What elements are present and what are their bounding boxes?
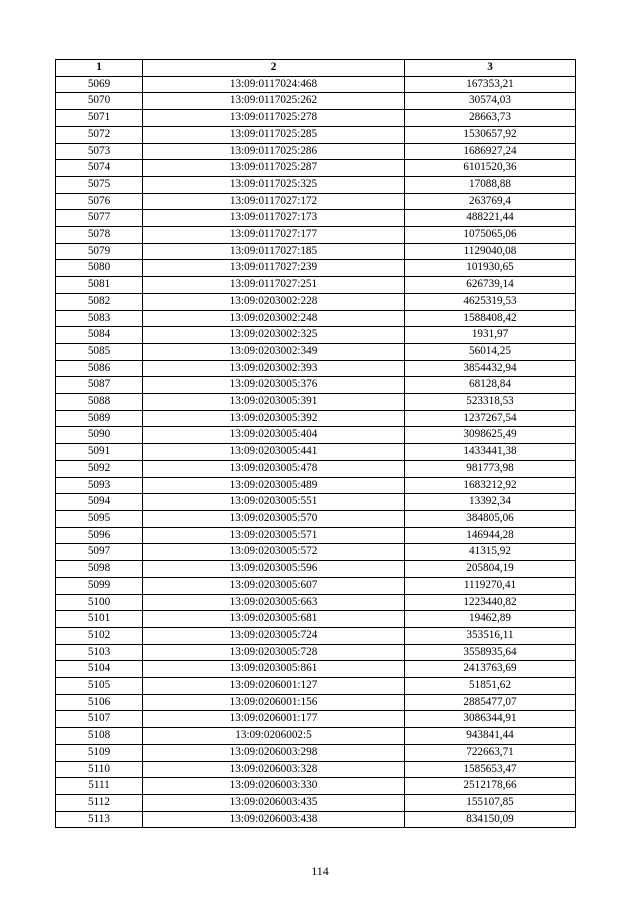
cadastral-number-cell: 13:09:0117024:468 [143,76,405,93]
value-cell: 101930,65 [405,260,576,277]
row-number-cell: 5095 [56,510,143,527]
value-cell: 3086344,91 [405,711,576,728]
value-cell: 626739,14 [405,277,576,294]
table-row [56,93,576,110]
value-cell: 3098625,49 [405,427,576,444]
value-cell: 1931,97 [405,327,576,344]
table-row [56,394,576,411]
table-row [56,243,576,260]
table-row [56,694,576,711]
cadastral-number-cell: 13:09:0203005:391 [143,394,405,411]
cadastral-number-cell: 13:09:0203005:681 [143,611,405,628]
row-number-cell: 5111 [56,778,143,795]
cadastral-number-cell: 13:09:0203005:607 [143,577,405,594]
table-row [56,510,576,527]
table-row [56,477,576,494]
row-number-cell: 5093 [56,477,143,494]
value-cell: 1237267,54 [405,410,576,427]
table-row [56,444,576,461]
table-row [56,728,576,745]
row-number-cell: 5101 [56,611,143,628]
value-cell: 1683212,92 [405,477,576,494]
value-cell: 4625319,53 [405,293,576,310]
cadastral-number-cell: 13:09:0203005:571 [143,527,405,544]
table-row [56,427,576,444]
table-row [56,678,576,695]
cadastral-number-cell: 13:09:0203005:441 [143,444,405,461]
row-number-cell: 5105 [56,678,143,695]
row-number-cell: 5103 [56,644,143,661]
cadastral-number-cell: 13:09:0117025:286 [143,143,405,160]
value-cell: 384805,06 [405,510,576,527]
value-cell: 1223440,82 [405,594,576,611]
row-number-cell: 5096 [56,527,143,544]
cadastral-number-cell: 13:09:0117025:262 [143,93,405,110]
row-number-cell: 5075 [56,176,143,193]
row-number-cell: 5077 [56,210,143,227]
cadastral-number-cell: 13:09:0203005:404 [143,427,405,444]
value-cell: 523318,53 [405,394,576,411]
table-row [56,210,576,227]
table-row [56,527,576,544]
value-cell: 3558935,64 [405,644,576,661]
row-number-cell: 5071 [56,110,143,127]
row-number-cell: 5074 [56,160,143,177]
row-number-cell: 5078 [56,227,143,244]
cadastral-number-cell: 13:09:0203005:572 [143,544,405,561]
data-table [55,59,576,828]
cadastral-number-cell: 13:09:0117025:325 [143,176,405,193]
row-number-cell: 5072 [56,126,143,143]
table-row [56,577,576,594]
cadastral-number-cell: 13:09:0203005:724 [143,627,405,644]
cadastral-number-cell: 13:09:0203002:325 [143,327,405,344]
cadastral-number-cell: 13:09:0203005:728 [143,644,405,661]
value-cell: 30574,03 [405,93,576,110]
row-number-cell: 5084 [56,327,143,344]
value-cell: 722663,71 [405,744,576,761]
value-cell: 1433441,38 [405,444,576,461]
cadastral-number-cell: 13:09:0117027:173 [143,210,405,227]
table-row [56,260,576,277]
cadastral-number-cell: 13:09:0206003:435 [143,794,405,811]
row-number-cell: 5069 [56,76,143,93]
table-row [56,744,576,761]
cadastral-number-cell: 13:09:0206001:156 [143,694,405,711]
value-cell: 3854432,94 [405,360,576,377]
cadastral-number-cell: 13:09:0203005:478 [143,460,405,477]
table-row [56,377,576,394]
cadastral-number-cell: 13:09:0203005:663 [143,594,405,611]
row-number-cell: 5102 [56,627,143,644]
row-number-cell: 5087 [56,377,143,394]
cadastral-number-cell: 13:09:0203005:489 [143,477,405,494]
cadastral-number-cell: 13:09:0206001:177 [143,711,405,728]
column-header-2: 2 [143,60,405,77]
row-number-cell: 5092 [56,460,143,477]
cadastral-number-cell: 13:09:0203002:349 [143,343,405,360]
table-row [56,227,576,244]
row-number-cell: 5091 [56,444,143,461]
cadastral-number-cell: 13:09:0117027:185 [143,243,405,260]
table-row [56,293,576,310]
cadastral-number-cell: 13:09:0203005:570 [143,510,405,527]
cadastral-number-cell: 13:09:0206001:127 [143,678,405,695]
row-number-cell: 5073 [56,143,143,160]
table-row [56,794,576,811]
row-number-cell: 5106 [56,694,143,711]
value-cell: 981773,98 [405,460,576,477]
row-number-cell: 5104 [56,661,143,678]
cadastral-number-cell: 13:09:0203005:861 [143,661,405,678]
row-number-cell: 5113 [56,811,143,828]
row-number-cell: 5081 [56,277,143,294]
cadastral-number-cell: 13:09:0203005:392 [143,410,405,427]
value-cell: 1129040,08 [405,243,576,260]
cadastral-number-cell: 13:09:0117027:172 [143,193,405,210]
value-cell: 17088,88 [405,176,576,193]
row-number-cell: 5112 [56,794,143,811]
table-row [56,143,576,160]
table-row [56,126,576,143]
value-cell: 1119270,41 [405,577,576,594]
cadastral-number-cell: 13:09:0206003:298 [143,744,405,761]
value-cell: 68128,84 [405,377,576,394]
row-number-cell: 5109 [56,744,143,761]
cadastral-number-cell: 13:09:0206003:330 [143,778,405,795]
table-row [56,627,576,644]
row-number-cell: 5086 [56,360,143,377]
value-cell: 353516,11 [405,627,576,644]
table-row [56,327,576,344]
row-number-cell: 5107 [56,711,143,728]
table-row [56,778,576,795]
table-row [56,310,576,327]
table-row [56,611,576,628]
table-row [56,761,576,778]
table-row [56,76,576,93]
value-cell: 1530657,92 [405,126,576,143]
page-number: 114 [311,864,329,878]
table-row [56,343,576,360]
table-row [56,110,576,127]
table-row [56,277,576,294]
value-cell: 146944,28 [405,527,576,544]
value-cell: 6101520,36 [405,160,576,177]
column-header-3: 3 [405,60,576,77]
cadastral-number-cell: 13:09:0117025:287 [143,160,405,177]
value-cell: 56014,25 [405,343,576,360]
table-row [56,711,576,728]
row-number-cell: 5080 [56,260,143,277]
value-cell: 13392,34 [405,494,576,511]
cadastral-number-cell: 13:09:0203005:551 [143,494,405,511]
cadastral-number-cell: 13:09:0206003:328 [143,761,405,778]
value-cell: 2413763,69 [405,661,576,678]
table-row [56,594,576,611]
value-cell: 1075065,06 [405,227,576,244]
table-row [56,661,576,678]
cadastral-number-cell: 13:09:0117027:177 [143,227,405,244]
value-cell: 19462,89 [405,611,576,628]
value-cell: 2512178,66 [405,778,576,795]
header-row [56,60,576,77]
cadastral-number-cell: 13:09:0117027:239 [143,260,405,277]
value-cell: 155107,85 [405,794,576,811]
table-row [56,811,576,828]
row-number-cell: 5070 [56,93,143,110]
value-cell: 943841,44 [405,728,576,745]
row-number-cell: 5090 [56,427,143,444]
row-number-cell: 5082 [56,293,143,310]
row-number-cell: 5083 [56,310,143,327]
value-cell: 1588408,42 [405,310,576,327]
table-row [56,460,576,477]
cadastral-number-cell: 13:09:0203002:393 [143,360,405,377]
value-cell: 51851,62 [405,678,576,695]
value-cell: 41315,92 [405,544,576,561]
row-number-cell: 5097 [56,544,143,561]
cadastral-number-cell: 13:09:0203002:248 [143,310,405,327]
cadastral-number-cell: 13:09:0206002:5 [143,728,405,745]
cadastral-number-cell: 13:09:0203002:228 [143,293,405,310]
cadastral-number-cell: 13:09:0203005:596 [143,561,405,578]
table-row [56,160,576,177]
column-header-1: 1 [56,60,143,77]
row-number-cell: 5076 [56,193,143,210]
row-number-cell: 5089 [56,410,143,427]
table-body [56,76,576,828]
row-number-cell: 5079 [56,243,143,260]
table-row [56,494,576,511]
row-number-cell: 5100 [56,594,143,611]
table-row [56,193,576,210]
row-number-cell: 5094 [56,494,143,511]
table-row [56,544,576,561]
value-cell: 263769,4 [405,193,576,210]
table-row [56,360,576,377]
cadastral-number-cell: 13:09:0117025:285 [143,126,405,143]
cadastral-number-cell: 13:09:0117025:278 [143,110,405,127]
cadastral-number-cell: 13:09:0206003:438 [143,811,405,828]
cadastral-number-cell: 13:09:0203005:376 [143,377,405,394]
value-cell: 488221,44 [405,210,576,227]
table-row [56,410,576,427]
row-number-cell: 5088 [56,394,143,411]
table-header [56,60,576,77]
cadastral-number-cell: 13:09:0117027:251 [143,277,405,294]
value-cell: 205804,19 [405,561,576,578]
row-number-cell: 5098 [56,561,143,578]
row-number-cell: 5099 [56,577,143,594]
value-cell: 1585653,47 [405,761,576,778]
table-row [56,561,576,578]
value-cell: 28663,73 [405,110,576,127]
value-cell: 834150,09 [405,811,576,828]
row-number-cell: 5085 [56,343,143,360]
value-cell: 1686927,24 [405,143,576,160]
value-cell: 2885477,07 [405,694,576,711]
value-cell: 167353,21 [405,76,576,93]
row-number-cell: 5108 [56,728,143,745]
row-number-cell: 5110 [56,761,143,778]
table-row [56,644,576,661]
table-row [56,176,576,193]
